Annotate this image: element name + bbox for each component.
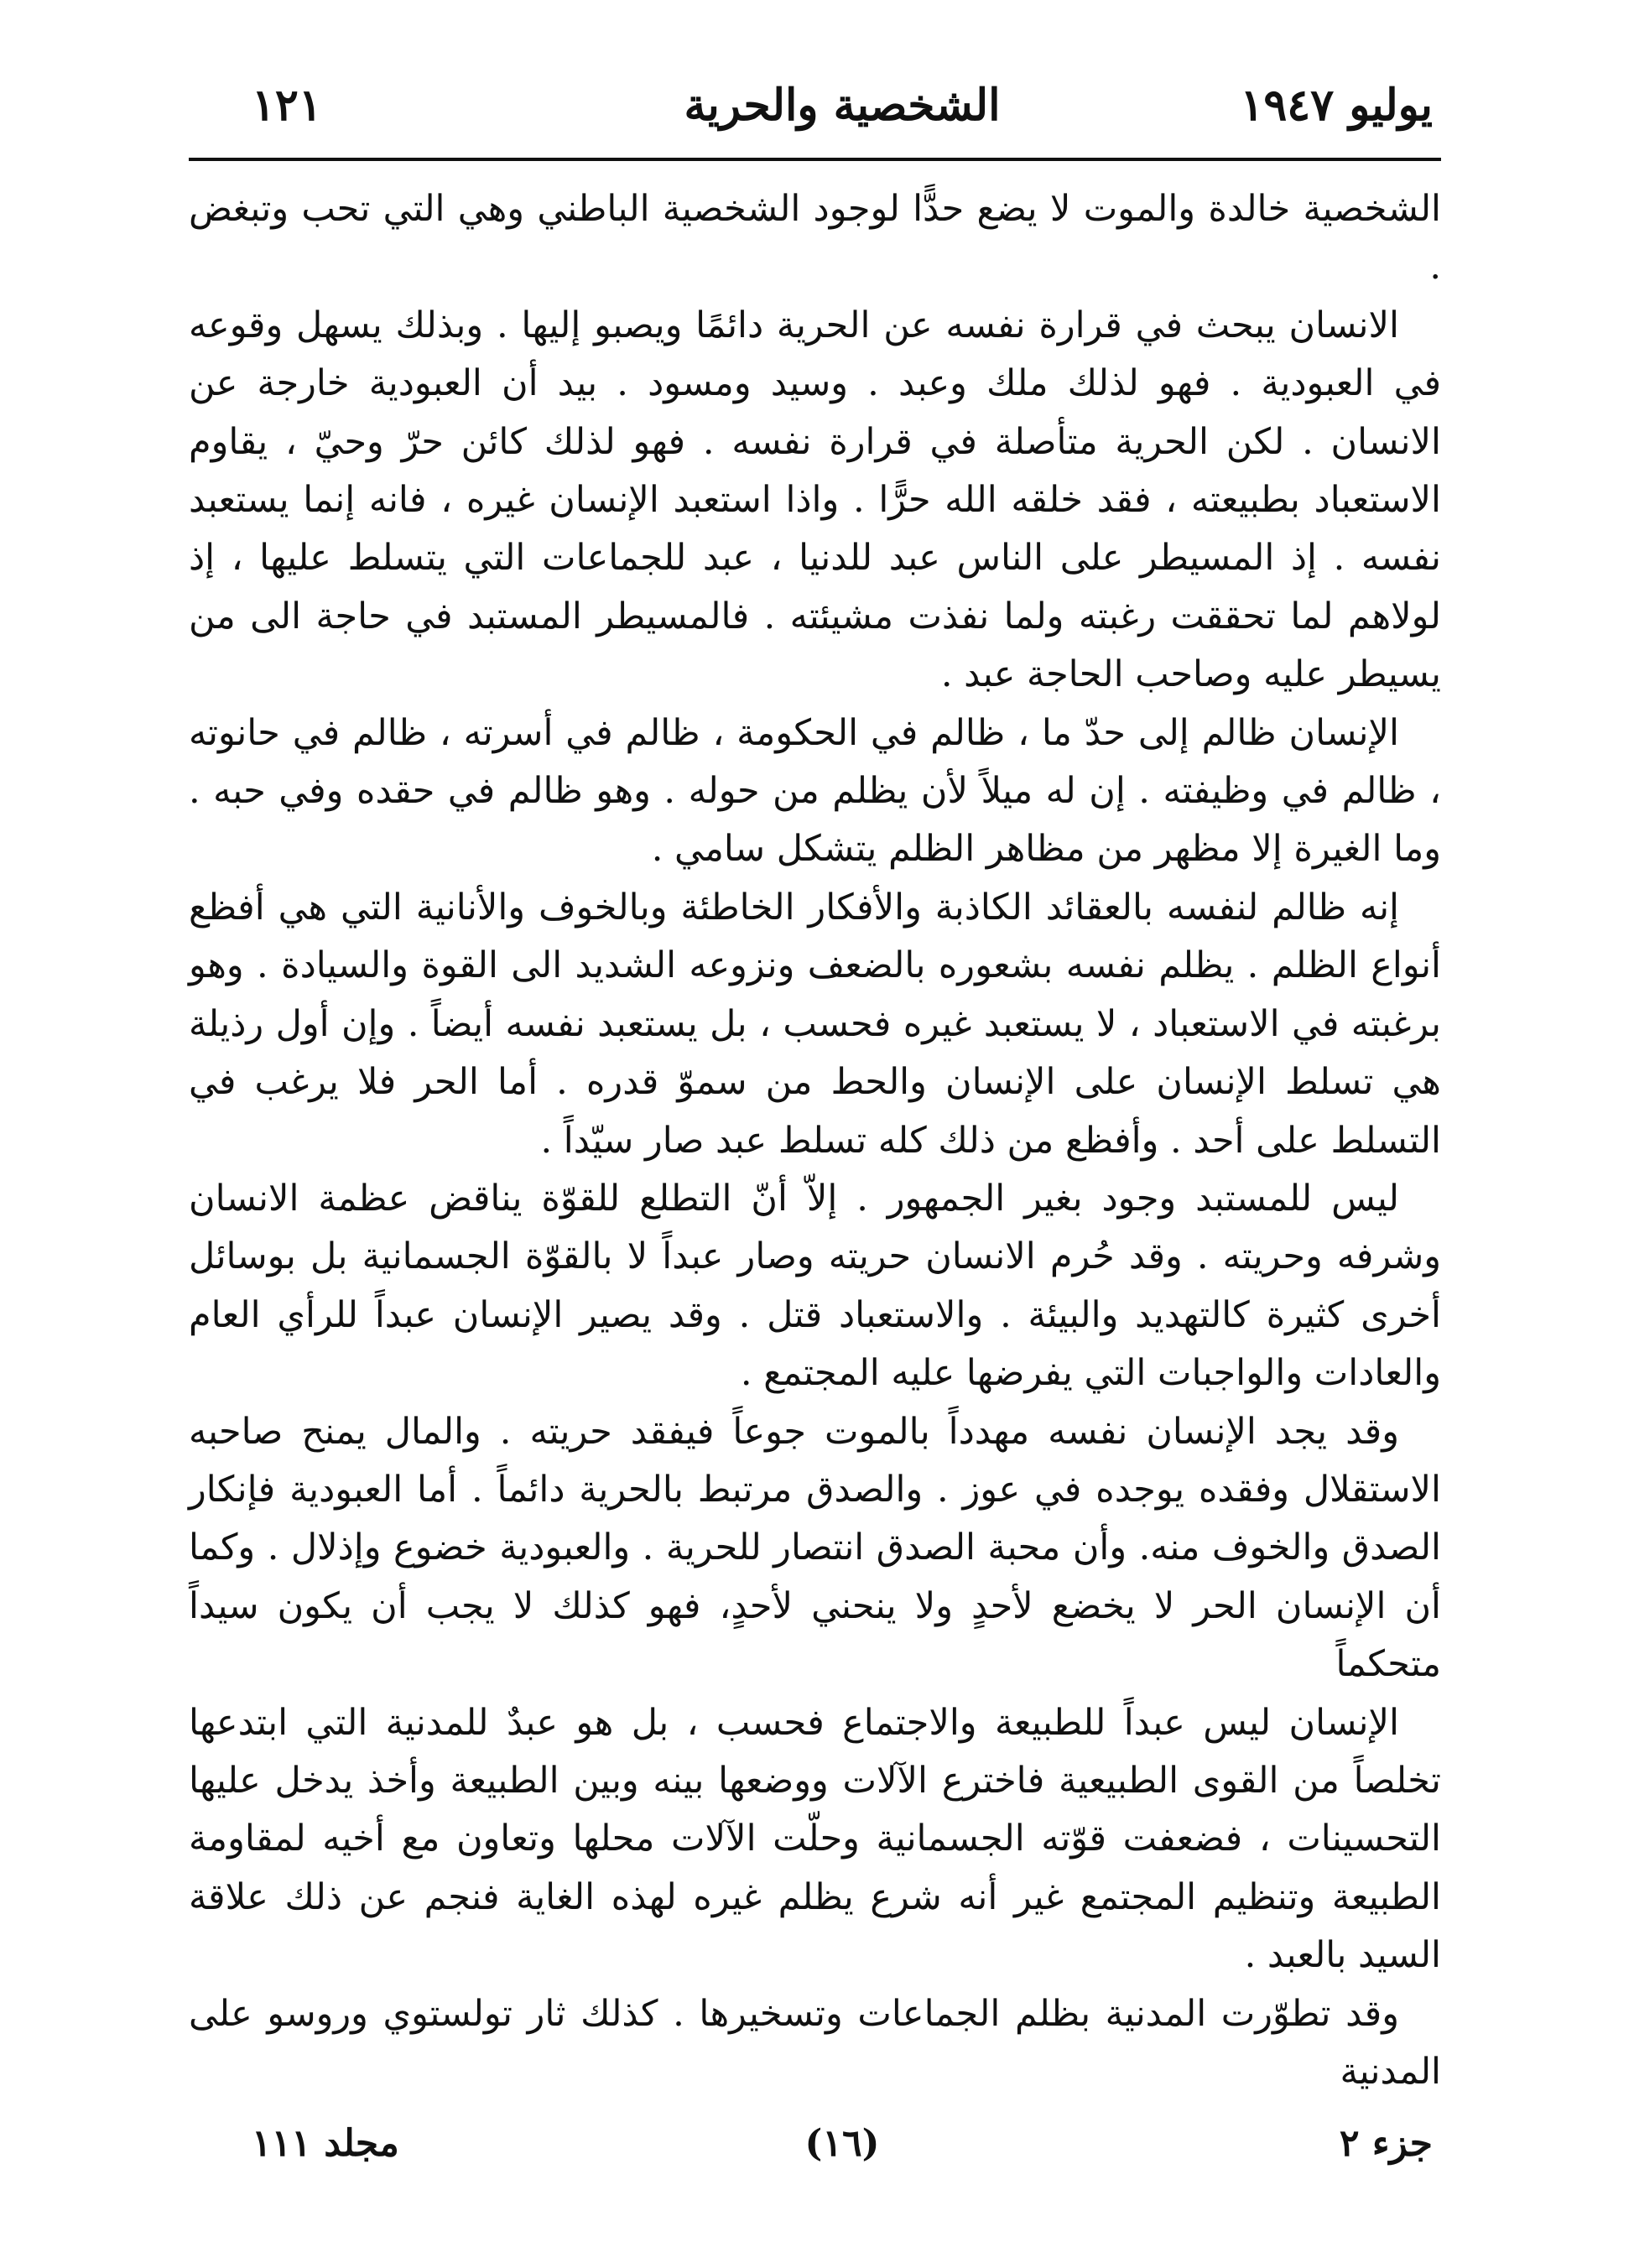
page-number: ١٢١ bbox=[252, 80, 322, 131]
page-header bbox=[252, 80, 1433, 147]
page-footer bbox=[252, 2122, 1433, 2181]
paragraph: إنه ظالم لنفسه بالعقائد الكاذبة والأفكار الخاطئة وبالخوف والأنانية التي هي أفظع أنواع الظلم . يظلم نفسه بشعوره بالضعف ونزوعه الشديد الى القوة والسيادة . وهو برغبته في الاستعباد ، لا يستعبد غيره فحسب ، بل يستعبد نفسه أيضاً . وإن أول رذيلة هي تسلط الإنسان على الإنسان والحط من سموّ قدره . أما الحر فلا يرغب في التسلط على أحد . وأفظع من ذلك كله تسلط عبد صار سيّداً . bbox=[189, 886, 1441, 1162]
paragraph: الإنسان ليس عبداً للطبيعة والاجتماع فحسب ، بل هو عبدٌ للمدنية التي ابتدعها تخلصاً من القوى الطبيعية فاخترع الآلات ووضعها بينه وبين الطبيعة وأخذ يدخل عليها التحسينات ، فضعفت قوّته الجسمانية وحلّت الآلات محلها وتعاون مع أخيه لمقاومة الطبيعة وتنظيم المجتمع غير أنه شرع يظلم غيره لهذه الغاية فنجم عن ذلك علاقة السيد بالعبد . bbox=[189, 1701, 1441, 1977]
paragraph: الإنسان ظالم إلى حدّ ما ، ظالم في الحكومة ، ظالم في أسرته ، ظالم في حانوته ، ظالم في وظيفته . إن له ميلاً لأن يظلم من حوله . وهو ظالم في حقده وفي حبه . وما الغيرة إلا مظهر من مظاهر الظلم يتشكل سامي . bbox=[189, 711, 1441, 871]
header-date: يوليو ١٩٤٧ bbox=[1240, 80, 1433, 131]
footer-part: جزء ٢ bbox=[1339, 2122, 1433, 2165]
article-body bbox=[189, 180, 1441, 2101]
paragraph: ليس للمستبد وجود بغير الجمهور . إلاّ أنّ التطلع للقوّة يناقض عظمة الانسان وشرفه وحريته . وقد حُرم الانسان حريته وصار عبداً لا بالقوّة الجسمانية بل بوسائل أخرى كثيرة كالتهديد والبيئة . والاستعباد قتل . وقد يصير الإنسان عبداً للرأي العام والعادات والواجبات التي يفرضها عليه المجتمع . bbox=[189, 1177, 1442, 1395]
running-title: الشخصية والحرية bbox=[684, 80, 1001, 131]
footer-volume: مجلد ١١١ bbox=[252, 2122, 399, 2165]
paragraph: وقد يجد الإنسان نفسه مهدداً بالموت جوعاً فيفقد حريته . والمال يمنح صاحبه الاستقلال وفقده يوجده في عوز . والصدق مرتبط بالحرية دائماً . أما العبودية فإنكار الصدق والخوف منه. وأن محبة الصدق انتصار للحرية . والعبودية خضوع وإذلال . وكما أن الإنسان الحر لا يخضع لأحدٍ ولا ينحني لأحدٍ، فهو كذلك لا يجب أن يكون سيداً متحكماً bbox=[189, 1410, 1441, 1686]
paragraph: الشخصية خالدة والموت لا يضع حدًّا لوجود الشخصية الباطني وهي التي تحب وتبغض . bbox=[189, 188, 1441, 289]
header-rule bbox=[189, 158, 1441, 161]
paragraph: وقد تطوّرت المدنية بظلم الجماعات وتسخيرها . كذلك ثار تولستوي وروسو على المدنية bbox=[189, 1992, 1441, 2093]
footer-signature: (١٦) bbox=[804, 2122, 880, 2165]
paragraph: الانسان يبحث في قرارة نفسه عن الحرية دائمًا ويصبو إليها . وبذلك يسهل وقوعه في العبودية . فهو لذلك ملك وعبد . وسيد ومسود . بيد أن العبودية خارجة عن الانسان . لكن الحرية متأصلة في قرارة نفسه . فهو لذلك كائن حرّ وحيّ ، يقاوم الاستعباد بطبيعته ، فقد خلقه الله حرًّا . واذا استعبد الإنسان غيره ، فانه إنما يستعبد نفسه . إذ المسيطر على الناس عبد للدنيا ، عبد للجماعات التي يتسلط عليها ، إذ لولاهم لما تحققت رغبته ولما نفذت مشيئته . فالمسيطر المستبد في حاجة الى من يسيطر عليه وصاحب الحاجة عبد . bbox=[189, 304, 1441, 696]
